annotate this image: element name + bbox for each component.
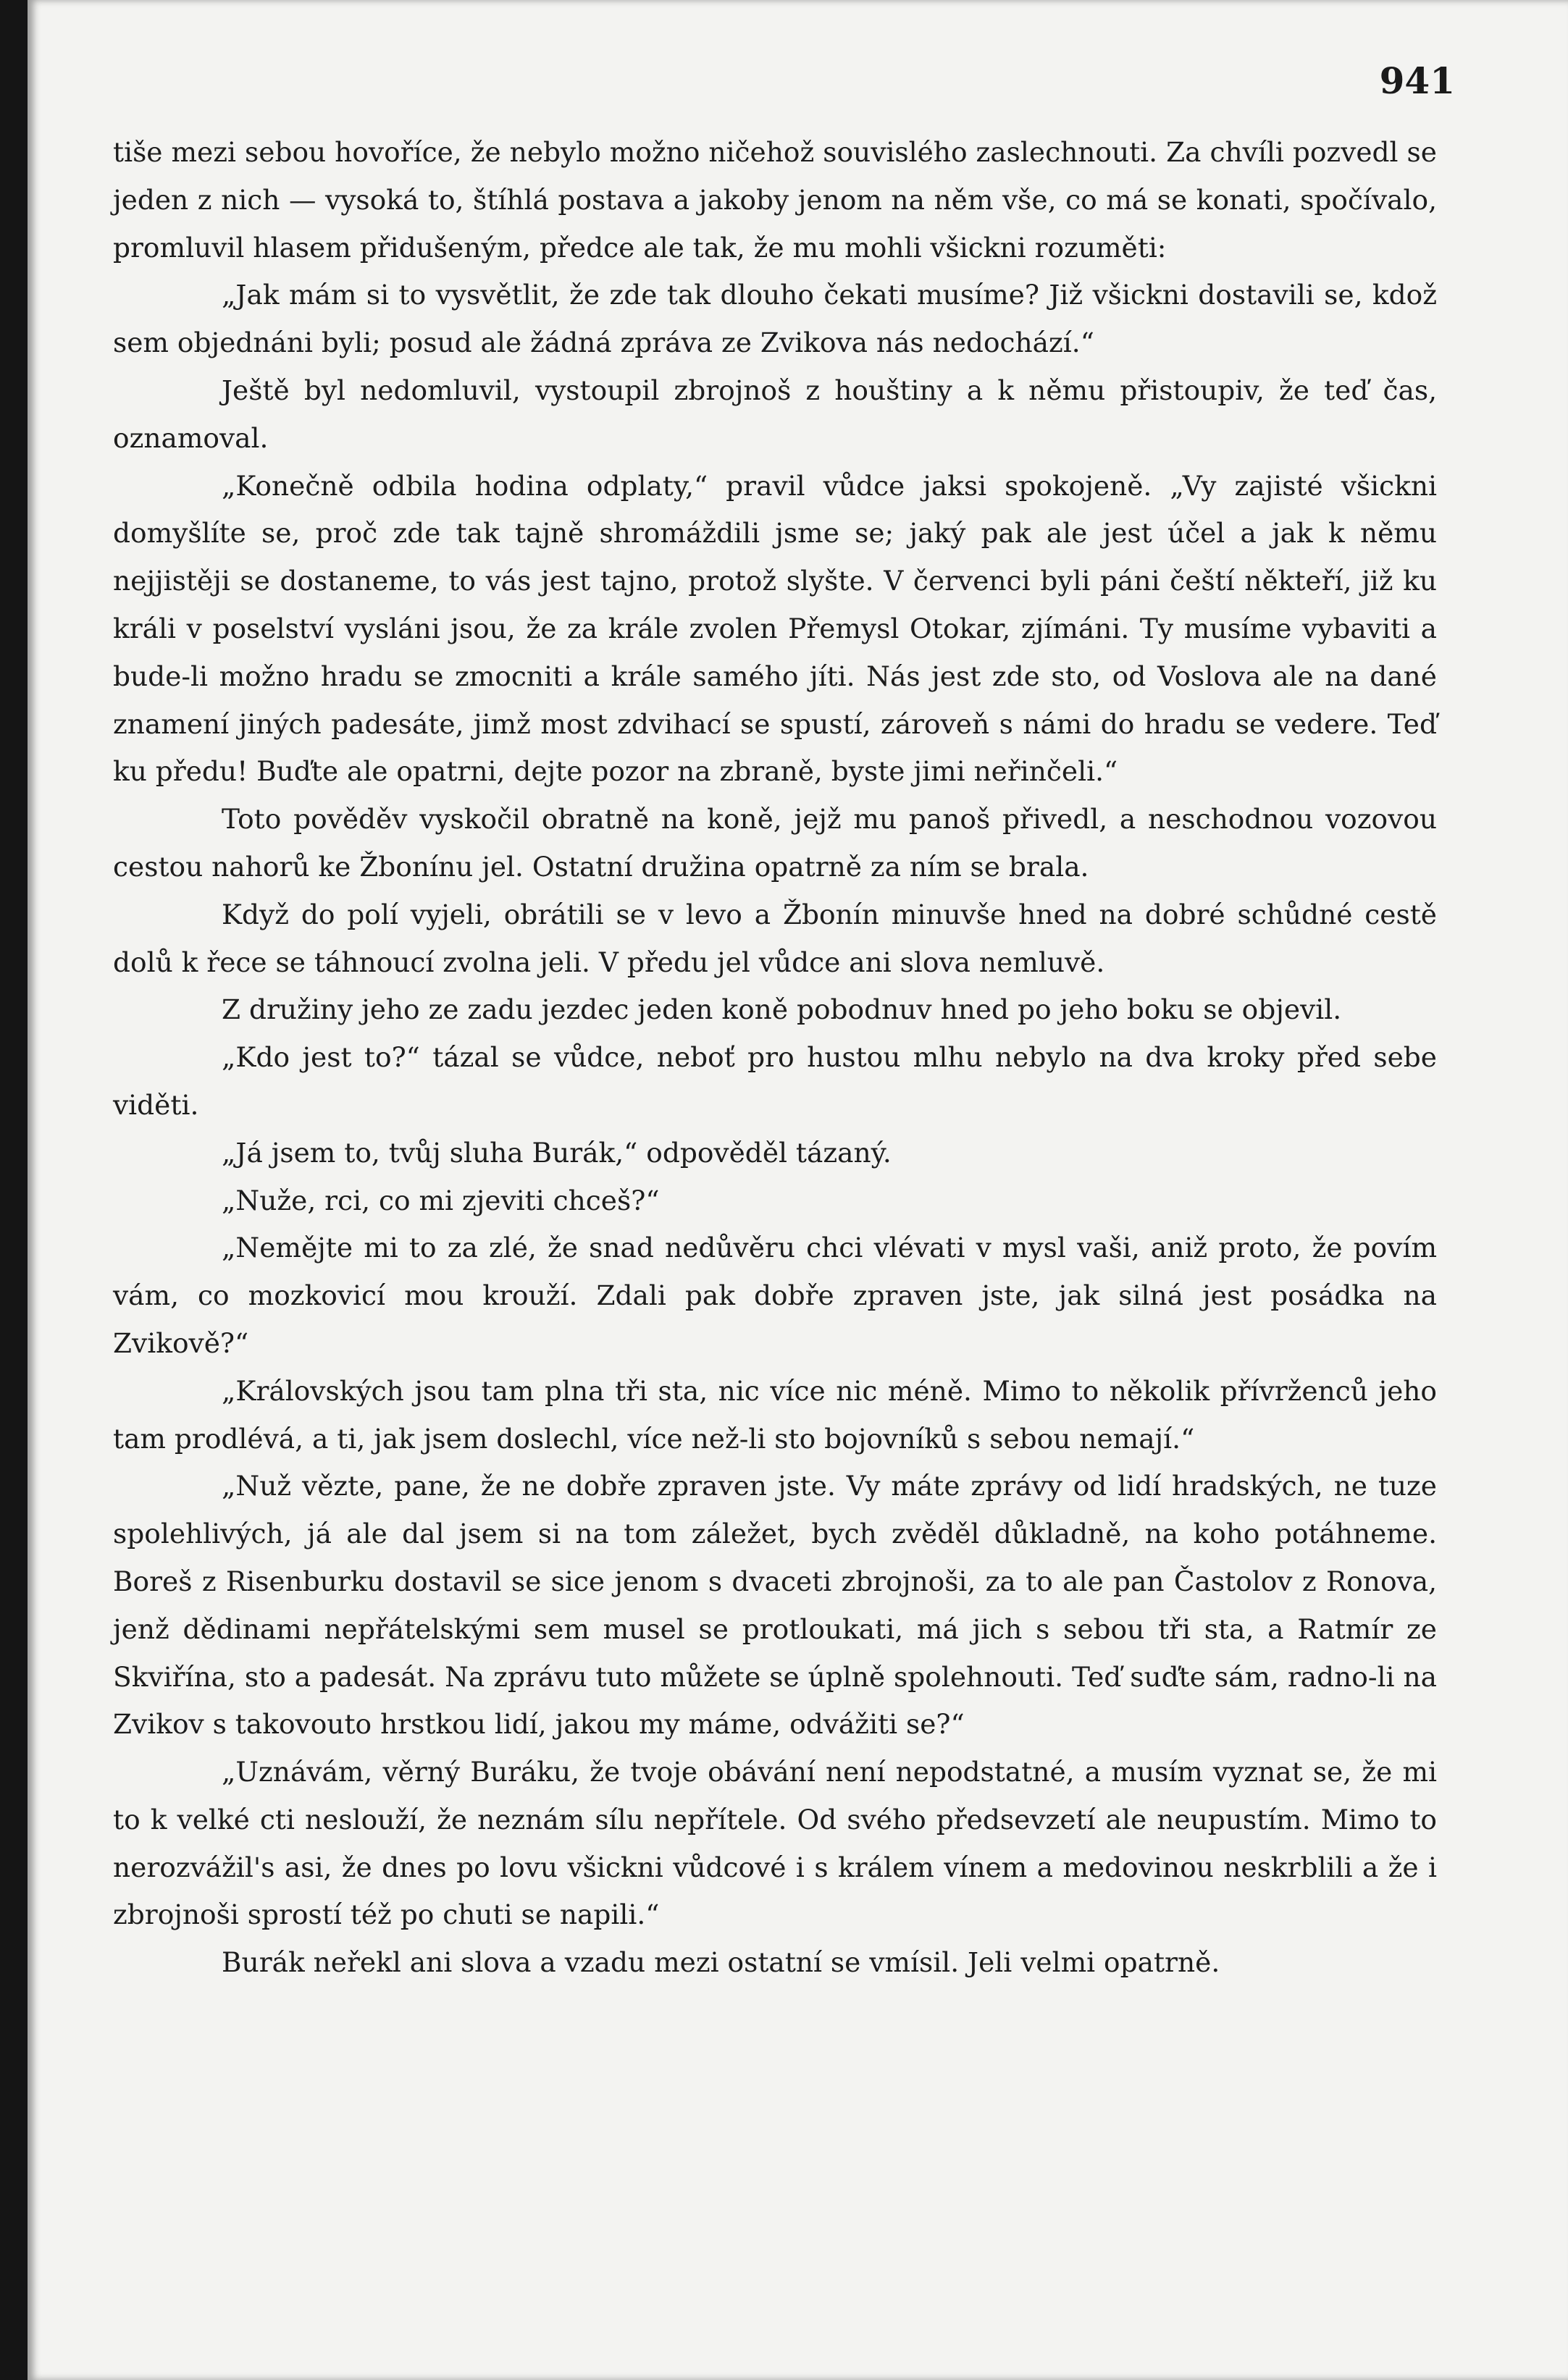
paragraph: „Já jsem to, tvůj sluha Burák,“ odpověděl tázaný. <box>222 1136 892 1169</box>
page-number: 941 <box>1379 59 1455 102</box>
paragraph: Když do polí vyjeli, obrátili se v levo a Žbonín minuvše hned na dobré schůdné cestě dolů k řece se táhnoucí zvolna jeli. V předu jel vůdce ani slova nemluvě. <box>113 898 1437 978</box>
paragraph: Burák neřekl ani slova a vzadu mezi ostatní se vmísil. Jeli velmi opatrně. <box>222 1946 1220 1979</box>
paragraph: „Nuž vězte, pane, že ne dobře zpraven jste. Vy máte zprávy od lidí hradských, ne tuze spolehlivých, já ale dal jsem si na tom záležet, bych zvěděl důkladně, na koho potáhneme. Boreš z Risenburku dostavil se sice jenom s dvaceti zbrojnoši, za to ale pan Častolov z Ronova, jenž dědinami nepřátelskými sem musel se protloukati, má jich s sebou tři sta, a Ratmír ze Skviřína, sto a padesát. Na zprávu tuto můžete se úplně spolehnouti. Teď suďte sám, radno-li na Zvikov s takovouto hrstkou lidí, jakou my máme, odvážiti se?“ <box>113 1470 1437 1741</box>
paragraph: „Uznávám, věrný Buráku, že tvoje obávání není nepodstatné, a musím vyznat se, že mi to k velké cti neslouží, že neznám sílu nepřítele. Od svého předsevzetí ale neupustím. Mimo to nerozvážil's asi, že dnes po lovu všickni vůdcové i s králem vínem a medovinou neskrblili a že i zbrojnoši sprostí též po chuti se napili.“ <box>113 1756 1437 1931</box>
paragraph: Ještě byl nedomluvil, vystoupil zbrojnoš z houštiny a k němu přistoupiv, že teď čas, oznamoval. <box>113 374 1437 454</box>
body-text <box>113 129 1437 1987</box>
paragraph: „Královských jsou tam plna tři sta, nic více nic méně. Mimo to několik přívrženců jeho tam prodlévá, a ti, jak jsem doslechl, více než-li sto bojovníků s sebou nemají.“ <box>113 1374 1437 1455</box>
book-page <box>28 0 1568 2380</box>
paragraph: „Konečně odbila hodina odplaty,“ pravil vůdce jaksi spokojeně. „Vy zajisté všickni domyšlíte se, proč zde tak tajně shromáždili jsme se; jaký pak ale jest účel a jak k němu nejjistěji se dostaneme, to vás jest tajno, protož slyšte. V červenci byli páni čeští někteří, již ku králi v poselství vysláni jsou, že za krále zvolen Přemysl Otokar, zjímáni. Ty musíme vybaviti a bude-li možno hradu se zmocniti a krále samého jíti. Nás jest zde sto, od Voslova ale na dané znamení jiných padesáte, jimž most zdvihací se spustí, zároveň s námi do hradu se vedere. Teď ku předu! Buďte ale opatrni, dejte pozor na zbraně, byste jimi neřinčeli.“ <box>113 469 1437 788</box>
paragraph: tiše mezi sebou hovoříce, že nebylo možno ničehož souvislého zaslechnouti. Za chvíli pozvedl se jeden z nich — vysoká to, štíhlá postava a jakoby jenom na něm vše, co má se konati, spočívalo, promluvil hlasem přidušeným, předce ale tak, že mu mohli všickni rozuměti: <box>113 136 1437 264</box>
paragraph: Z družiny jeho ze zadu jezdec jeden koně pobodnuv hned po jeho boku se objevil. <box>222 993 1342 1026</box>
paragraph: „Kdo jest to?“ tázal se vůdce, neboť pro hustou mlhu nebylo na dva kroky před sebe viděti. <box>113 1041 1437 1121</box>
paragraph: „Nemějte mi to za zlé, že snad nedůvěru chci vlévati v mysl vaši, aniž proto, že povím vám, co mozkovicí mou krouží. Zdali pak dobře zpraven jste, jak silná jest posádka na Zvikově?“ <box>113 1232 1437 1359</box>
paragraph: „Nuže, rci, co mi zjeviti chceš?“ <box>222 1184 660 1216</box>
paragraph: Toto pověděv vyskočil obratně na koně, jejž mu panoš přivedl, a neschodnou vozovou cestou nahorů ke Žbonínu jel. Ostatní družina opatrně za ním se brala. <box>113 803 1437 883</box>
paragraph: „Jak mám si to vysvětlit, že zde tak dlouho čekati musíme? Již všickni dostavili se, kdož sem objednáni byli; posud ale žádná zpráva ze Zvikova nás nedochází.“ <box>113 279 1437 359</box>
